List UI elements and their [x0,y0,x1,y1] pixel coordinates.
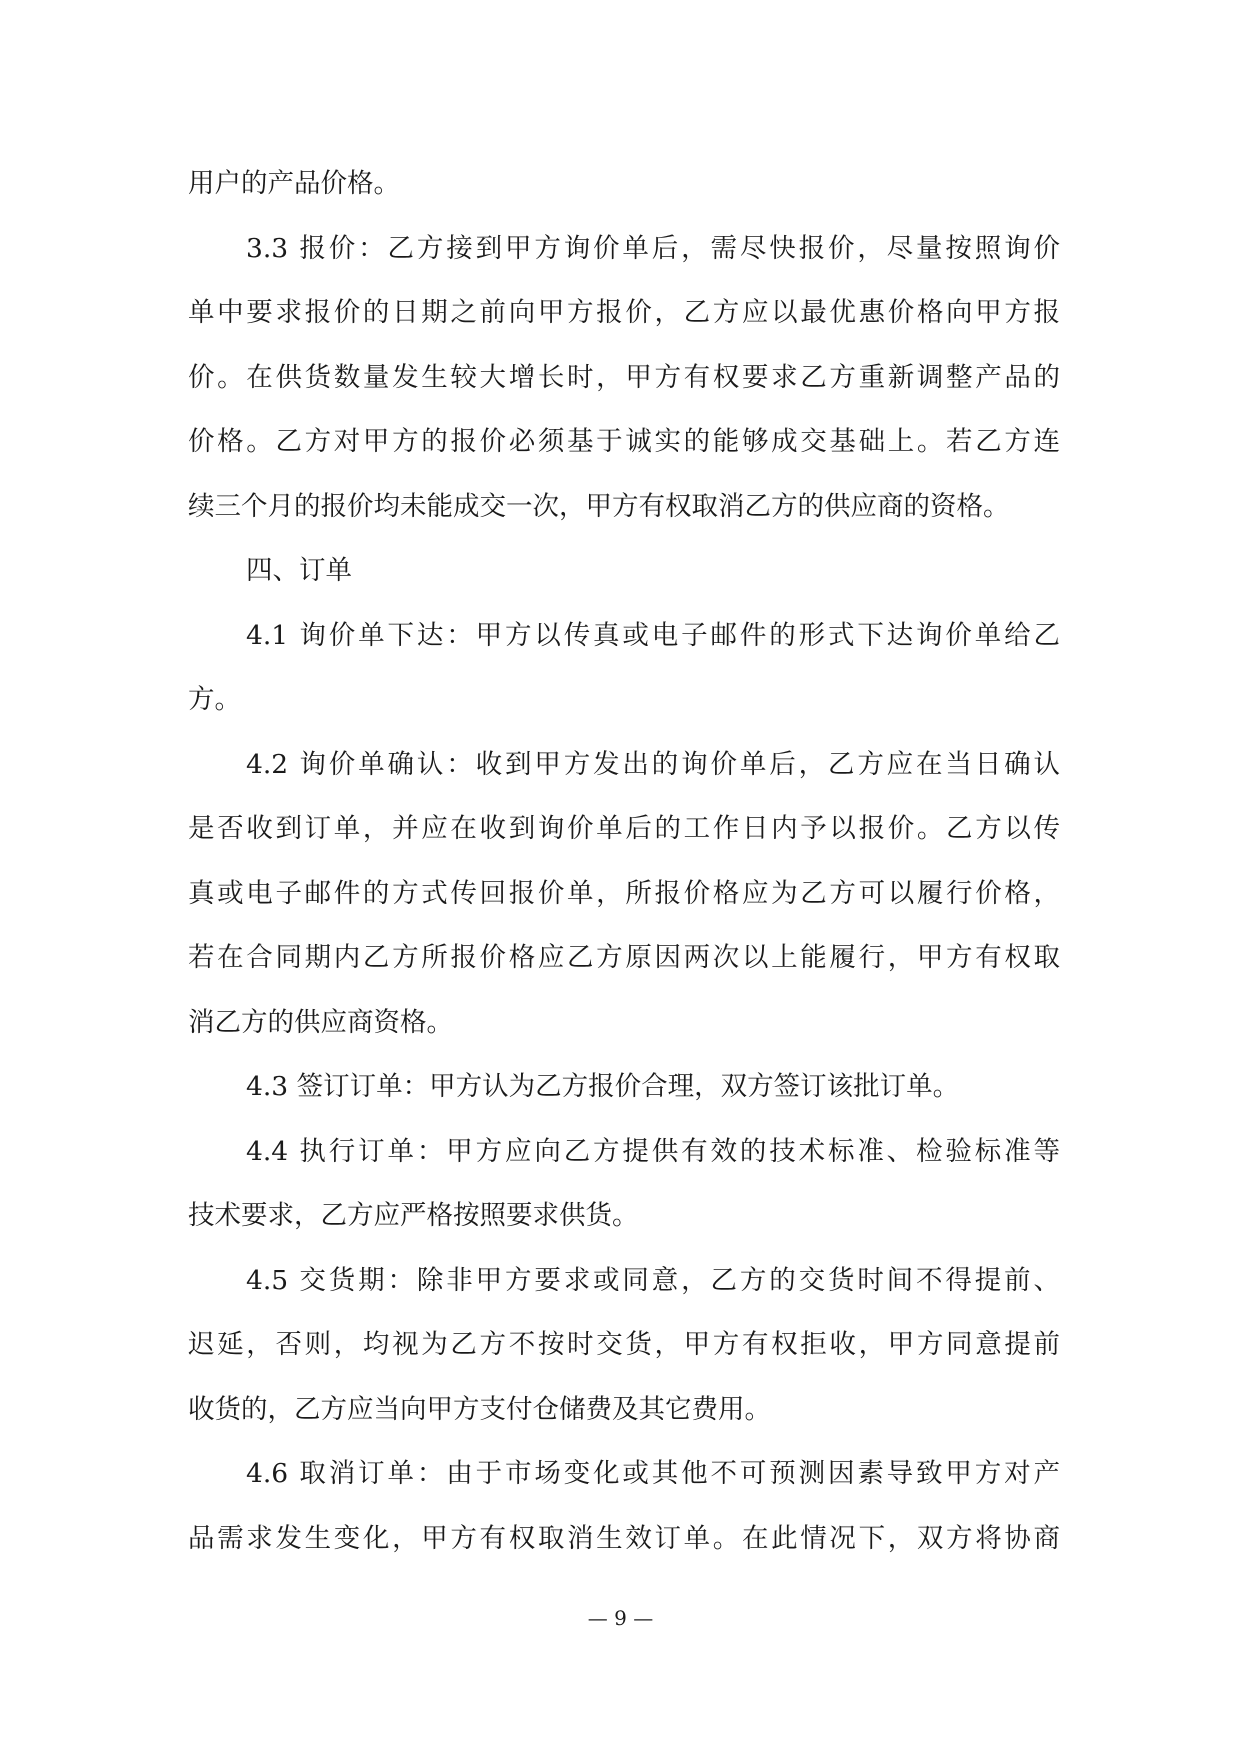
text-line: 4.6 取消订单：由于市场变化或其他不可预测因素导致甲方对产 [246,1458,1060,1489]
text-line: 技术要求，乙方应严格按照要求供货。 [188,1200,639,1231]
text-line: 品需求发生变化，甲方有权取消生效订单。在此情况下，双方将协商 [188,1522,1060,1554]
document-body [188,152,1060,1571]
text-line: 四、订单 [246,555,352,586]
text-line: 4.3 签订订单：甲方认为乙方报价合理，双方签订该批订单。 [246,1071,960,1102]
text-line: 3.3 报价：乙方接到甲方询价单后，需尽快报价，尽量按照询价 [246,232,1060,264]
text-line: 续三个月的报价均未能成交一次，甲方有权取消乙方的供应商的资格。 [188,490,1010,522]
text-line: 4.5 交货期：除非甲方要求或同意，乙方的交货时间不得提前、 [246,1264,1060,1296]
text-line: 4.4 执行订单：甲方应向乙方提供有效的技术标准、检验标准等 [246,1135,1060,1167]
text-line: 收货的，乙方应当向甲方支付仓储费及其它费用。 [188,1393,771,1425]
text-line: 价。在供货数量发生较大增长时，甲方有权要求乙方重新调整产品的 [188,361,1060,393]
text-line: 若在合同期内乙方所报价格应乙方原因两次以上能履行，甲方有权取 [188,942,1060,973]
page-number: — 9 — [587,1606,654,1630]
text-line: 方。 [188,684,241,715]
text-line: 价格。乙方对甲方的报价必须基于诚实的能够成交基础上。若乙方连 [188,426,1060,457]
text-line: 真或电子邮件的方式传回报价单，所报价格应为乙方可以履行价格， [188,877,1060,909]
text-line: 是否收到订单，并应在收到询价单后的工作日内予以报价。乙方以传 [188,813,1060,844]
text-line: 迟延，否则，均视为乙方不按时交货，甲方有权拒收，甲方同意提前 [188,1329,1060,1360]
text-line: 单中要求报价的日期之前向甲方报价，乙方应以最优惠价格向甲方报 [188,297,1060,328]
text-line: 用户的产品价格。 [188,168,400,199]
text-line: 4.2 询价单确认：收到甲方发出的询价单后，乙方应在当日确认 [246,748,1060,780]
text-line: 消乙方的供应商资格。 [188,1006,453,1038]
text-line: 4.1 询价单下达：甲方以传真或电子邮件的形式下达询价单给乙 [246,619,1060,651]
